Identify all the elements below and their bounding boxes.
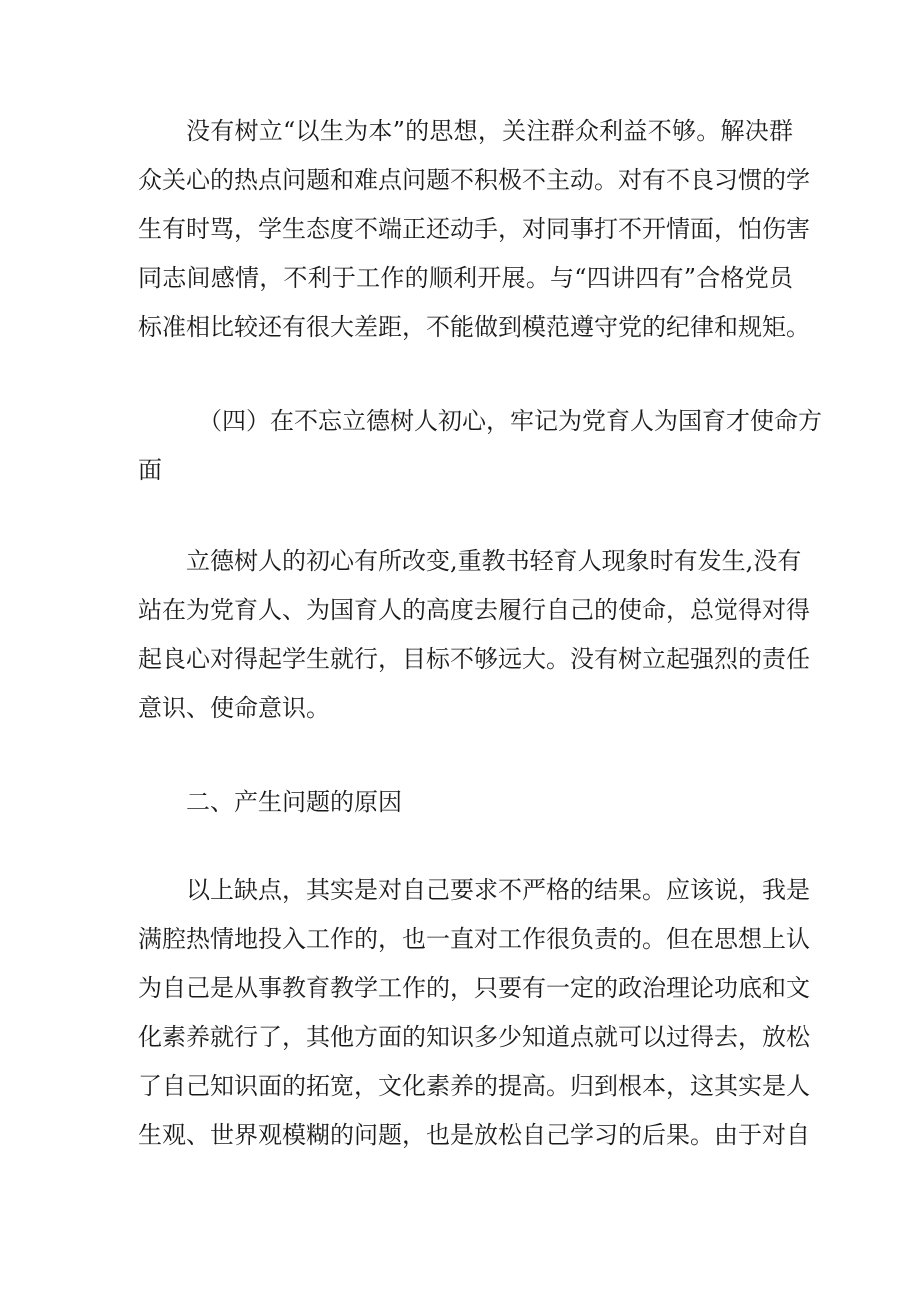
paragraph-shortcomings bbox=[138, 866, 810, 1160]
paragraph-line: 起良心对得起学生就行，目标不够远大。没有树立起强烈的责任 bbox=[138, 645, 810, 673]
paragraph-line: 生观、世界观模糊的问题，也是放松自己学习的后果。由于对自 bbox=[138, 1121, 810, 1149]
paragraph-line: 化素养就行了，其他方面的知识多少知道点就可以过得去，放松 bbox=[138, 1023, 810, 1051]
paragraph-line: 站在为党育人、为国育人的高度去履行自己的使命，总觉得对得 bbox=[138, 596, 810, 624]
section-heading-four bbox=[138, 397, 822, 495]
paragraph-line: 标准相比较还有很大差距，不能做到模范遵守党的纪律和规矩。 bbox=[138, 313, 810, 341]
paragraph-line: 立德树人的初心有所改变,重教书轻育人现象时有发生,没有 bbox=[186, 547, 802, 575]
paragraph-line: 了自己知识面的拓宽，文化素养的提高。归到根本，这其实是人 bbox=[138, 1072, 810, 1100]
paragraph-line: 为自己是从事教育教学工作的，只要有一定的政治理论功底和文 bbox=[138, 974, 810, 1002]
paragraph-student-centered bbox=[138, 107, 810, 352]
section-heading-causes bbox=[138, 778, 793, 827]
paragraph-line: 没有树立“以生为本”的思想，关注群众利益不够。解决群 bbox=[186, 117, 793, 145]
paragraph-line: 生有时骂，学生态度不端正还动手，对同事打不开情面，怕伤害 bbox=[138, 215, 810, 243]
heading-line: （四）在不忘立德树人初心，牢记为党育人为国育才使命方 bbox=[198, 407, 822, 435]
paragraph-original-aspiration bbox=[138, 537, 810, 733]
paragraph-line: 满腔热情地投入工作的，也一直对工作很负责的。但在思想上认 bbox=[138, 925, 810, 953]
paragraph-line: 众关心的热点问题和难点问题不积极不主动。对有不良习惯的学 bbox=[138, 166, 810, 194]
paragraph-line: 同志间感情，不利于工作的顺利开展。与“四讲四有”合格党员 bbox=[138, 264, 793, 292]
paragraph-line: 以上缺点，其实是对自己要求不严格的结果。应该说，我是 bbox=[186, 876, 810, 904]
paragraph-line: 意识、使命意识。 bbox=[138, 694, 330, 722]
heading-line: 面 bbox=[138, 456, 162, 484]
heading-line: 二、产生问题的原因 bbox=[186, 788, 402, 816]
